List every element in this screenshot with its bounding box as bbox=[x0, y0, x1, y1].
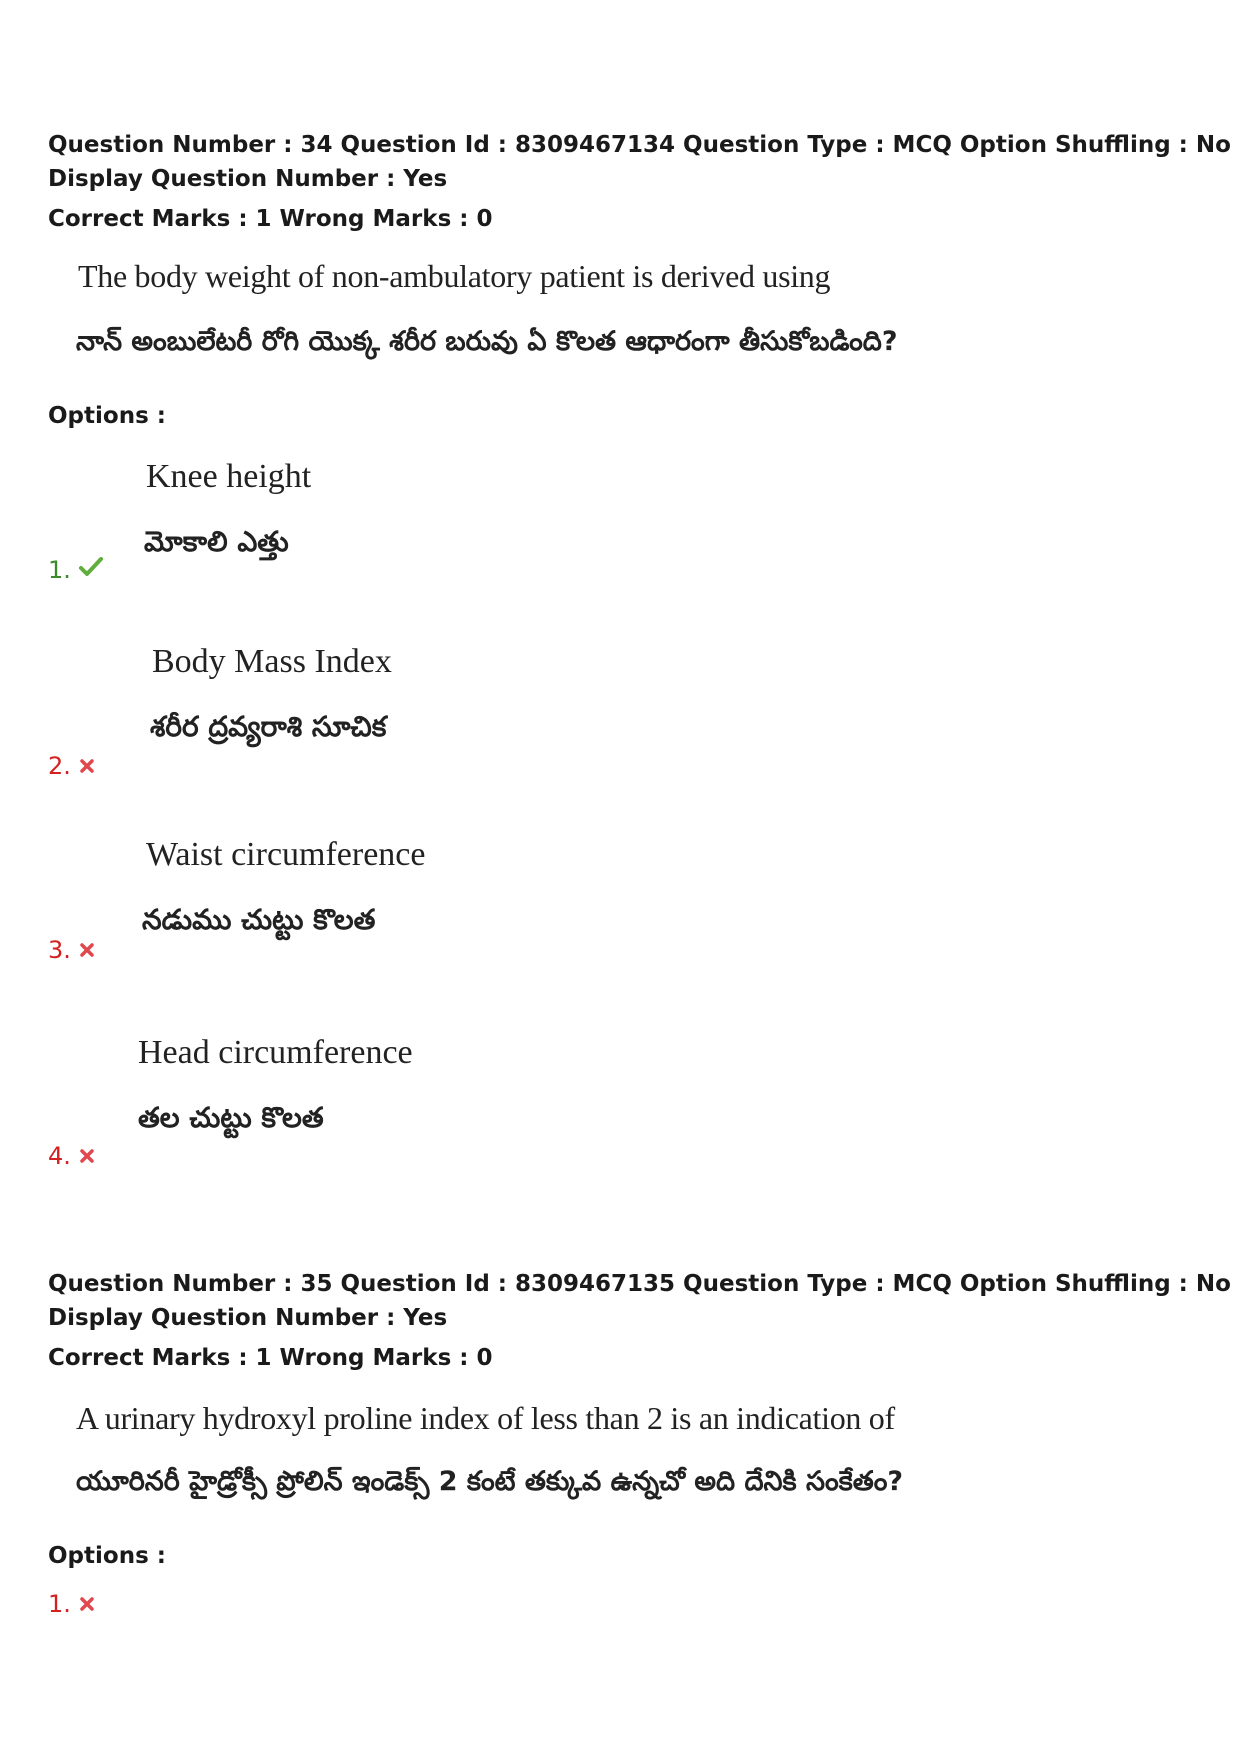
question-text-english: A urinary hydroxyl proline index of less than 2 is an indication of bbox=[76, 1400, 895, 1436]
display-question-number-line: Display Question Number : Yes bbox=[48, 1305, 448, 1331]
question-text-telugu: యూరినరీ హైడ్రోక్సీ ప్రోలిన్ ఇండెక్స్ 2 కంటే తక్కువ ఉన్నచో అది దేనికి సంకేతం? bbox=[76, 1466, 904, 1497]
option-text-telugu: నడుము చుట్టు కొలత bbox=[142, 903, 376, 936]
option-number-label: 3. bbox=[48, 936, 71, 964]
marks-line: Correct Marks : 1 Wrong Marks : 0 bbox=[48, 1345, 493, 1371]
question-text-telugu: నాన్ అంబులేటరీ రోగి యొక్క శరీర బరువు ఏ కొలత ఆధారంగా తీసుకోబడింది? bbox=[76, 326, 898, 357]
option-text-telugu: తల చుట్టు కొలత bbox=[138, 1101, 324, 1134]
options-label: Options : bbox=[48, 1543, 166, 1569]
question-meta-line: Question Number : 34 Question Id : 8309467134 Question Type : MCQ Option Shuffling : No bbox=[48, 132, 1231, 158]
option-text-english: Head circumference bbox=[138, 1034, 413, 1071]
question-text-english: The body weight of non-ambulatory patient is derived using bbox=[78, 258, 831, 294]
option-text-english: Body Mass Index bbox=[152, 643, 392, 680]
option-text-telugu: మోకాలి ఎత్తు bbox=[144, 525, 289, 558]
option-text-english: Knee height bbox=[146, 458, 312, 495]
display-question-number-line: Display Question Number : Yes bbox=[48, 166, 448, 192]
cross-icon bbox=[79, 936, 95, 964]
option-number-label: 2. bbox=[48, 752, 71, 780]
option-text-telugu: శరీర ద్రవ్యరాశి సూచిక bbox=[150, 710, 387, 743]
option-number-label: 4. bbox=[48, 1142, 71, 1170]
check-icon bbox=[79, 556, 103, 584]
option-text-english: Waist circumference bbox=[146, 836, 426, 873]
option-number bbox=[48, 936, 95, 964]
option-number bbox=[48, 752, 95, 780]
marks-line: Correct Marks : 1 Wrong Marks : 0 bbox=[48, 206, 493, 232]
option-number-label: 1. bbox=[48, 556, 71, 584]
options-label: Options : bbox=[48, 403, 166, 429]
option-number bbox=[48, 1590, 95, 1618]
cross-icon bbox=[79, 752, 95, 780]
question-meta-line: Question Number : 35 Question Id : 8309467135 Question Type : MCQ Option Shuffling : No bbox=[48, 1271, 1231, 1297]
option-number bbox=[48, 556, 103, 584]
option-number-label: 1. bbox=[48, 1590, 71, 1618]
cross-icon bbox=[79, 1142, 95, 1170]
option-number bbox=[48, 1142, 95, 1170]
cross-icon bbox=[79, 1590, 95, 1618]
